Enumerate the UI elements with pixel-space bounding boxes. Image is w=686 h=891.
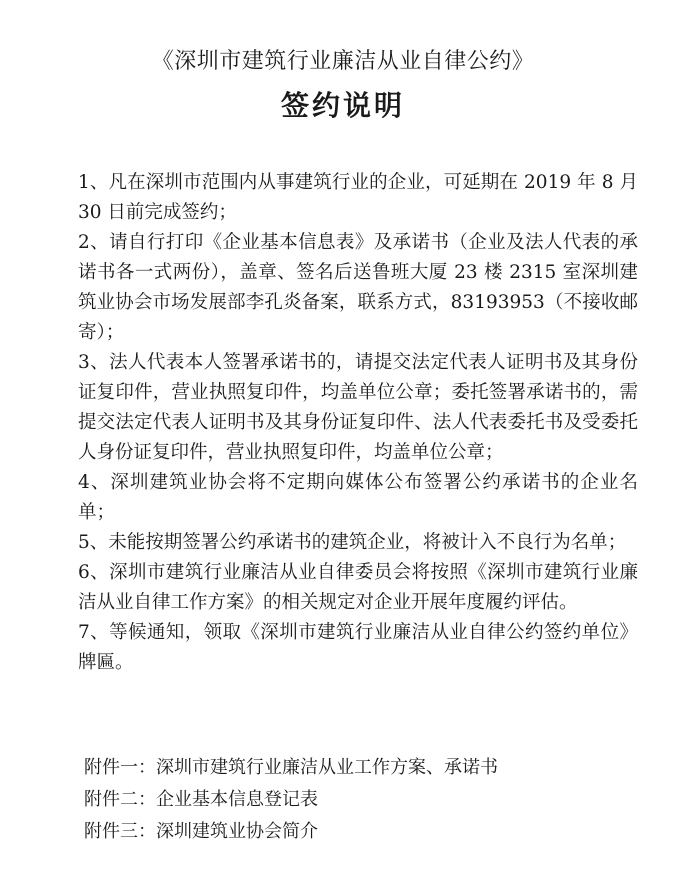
instruction-item-5: 5、未能按期签署公约承诺书的建筑企业，将被计入不良行为名单； [78, 532, 627, 553]
instruction-item-3: 3、法人代表本人签署承诺书的，请提交法定代表人证明书及其身份证复印件，营业执照复印件，均盖单位公章；委托签署承诺书的，需提交法定代表人证明书及其身份证复印件、法人代表委托书及受委托人身份证复印件，营业执照复印件，均盖单位公章； [78, 352, 638, 463]
instruction-item-6: 6、深圳市建筑行业廉洁从业自律委员会将按照《深圳市建筑行业廉洁从业自律工作方案》的相关规定对企业开展年度履约评估。 [78, 562, 638, 613]
instruction-item-2: 2、请自行打印《企业基本信息表》及承诺书（企业及法人代表的承诺书各一式两份），盖章、签名后送鲁班大厦 23 楼 2315 室深圳建筑业协会市场发展部李孔炎备案，联系方式，83193953（不接收邮寄）； [78, 232, 638, 343]
instruction-list [78, 168, 638, 678]
attachment-item-1: 附件一：深圳市建筑行业廉洁从业工作方案、承诺书 [84, 757, 498, 778]
attachment-list [84, 752, 644, 848]
instruction-item-7: 7、等候通知，领取《深圳市建筑行业廉洁从业自律公约签约单位》牌匾。 [78, 622, 638, 673]
attachment-item-3: 附件三：深圳建筑业协会简介 [84, 821, 318, 842]
instruction-item-4: 4、深圳建筑业协会将不定期向媒体公布签署公约承诺书的企业名单； [78, 472, 638, 523]
document-title: 《深圳市建筑行业廉洁从业自律公约》 [151, 49, 535, 74]
instruction-item-1: 1、凡在深圳市范围内从事建筑行业的企业，可延期在 2019 年 8 月 30 日前完成签约； [78, 172, 638, 223]
attachment-item-2: 附件二：企业基本信息登记表 [84, 789, 318, 810]
document-subtitle: 签约说明 [280, 89, 405, 122]
